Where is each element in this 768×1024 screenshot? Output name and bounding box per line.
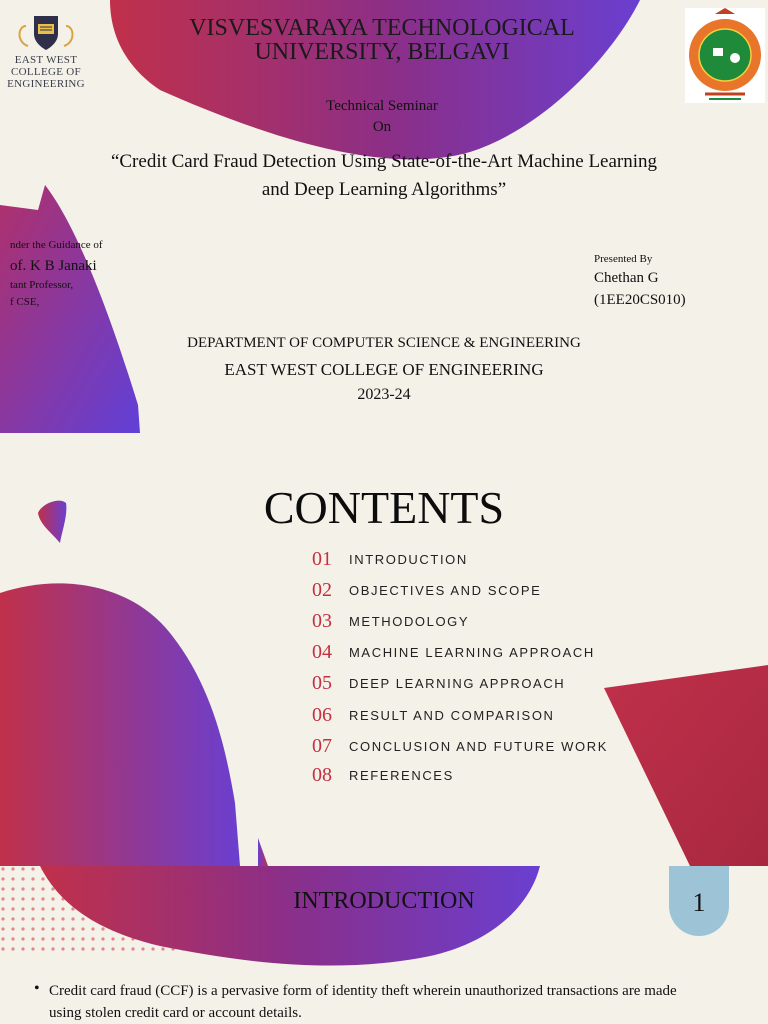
guide-name: of. K B Janaki: [10, 258, 97, 274]
seminar-label: Technical Seminar: [326, 98, 438, 114]
seminar-topic: [40, 148, 728, 204]
bullet-line: Credit card fraud (CCF) is a pervasive form of identity theft wherein unauthorized transactions are made: [49, 983, 677, 999]
bullet-text: [49, 980, 739, 1024]
toc-number: 02: [312, 579, 332, 601]
contents-title: CONTENTS: [263, 482, 505, 533]
title-slide: [0, 0, 768, 433]
presenter-usn: (1EE20CS010): [594, 292, 686, 308]
bullet-line: using stolen credit card or account details.: [49, 1005, 302, 1021]
logo-text-line: COLLEGE OF: [11, 66, 81, 78]
toc-number: 03: [312, 610, 332, 632]
college-name: EAST WEST COLLEGE OF ENGINEERING: [224, 360, 544, 379]
toc-number: 07: [312, 735, 332, 757]
guide-department: f CSE,: [10, 296, 40, 308]
toc-label: INTRODUCTION: [349, 552, 468, 567]
introduction-slide: [0, 866, 768, 1024]
toc-label: MACHINE LEARNING APPROACH: [349, 645, 595, 660]
college-logo: [4, 12, 88, 94]
academic-year: 2023-24: [357, 386, 411, 403]
university-name-line: VISVESVARAYA TECHNOLOGICAL: [189, 15, 575, 41]
logo-text-line: ENGINEERING: [7, 78, 85, 90]
toc-number: 05: [312, 672, 332, 694]
shield-icon: [4, 12, 88, 54]
toc-number: 06: [312, 704, 332, 726]
toc-label: METHODOLOGY: [349, 614, 470, 629]
guide-designation: tant Professor,: [10, 279, 74, 291]
toc-label: RESULT AND COMPARISON: [349, 708, 555, 723]
presenter-heading: Presented By: [594, 253, 653, 265]
seminar-on: On: [372, 119, 392, 135]
presenter-name: Chethan G: [594, 270, 659, 286]
topic-line: and Deep Learning Algorithms”: [261, 179, 507, 200]
toc-number: 08: [312, 764, 332, 786]
seminar-heading: [232, 96, 532, 138]
logo-text-line: EAST WEST: [14, 54, 78, 66]
contents-slide: [0, 433, 768, 866]
toc-label: REFERENCES: [349, 768, 454, 783]
topic-line: “Credit Card Fraud Detection Using State-of-the-Art Machine Learning: [110, 151, 658, 172]
page-number: 1: [692, 888, 706, 917]
toc-label: CONCLUSION AND FUTURE WORK: [349, 739, 609, 754]
toc-number: 01: [312, 548, 332, 570]
bullet-icon: •: [34, 980, 40, 997]
university-name-line: UNIVERSITY, BELGAVI: [254, 39, 510, 65]
vtu-logo: [685, 8, 765, 103]
toc-number: 04: [312, 641, 332, 663]
university-name: [150, 16, 614, 64]
slide-title: INTRODUCTION: [293, 888, 475, 914]
toc-label: OBJECTIVES AND SCOPE: [349, 583, 542, 598]
guide-heading: nder the Guidance of: [10, 239, 103, 251]
department-name: DEPARTMENT OF COMPUTER SCIENCE & ENGINEERING: [187, 335, 581, 351]
toc-label: DEEP LEARNING APPROACH: [349, 676, 566, 691]
university-emblem-icon: [685, 8, 765, 103]
